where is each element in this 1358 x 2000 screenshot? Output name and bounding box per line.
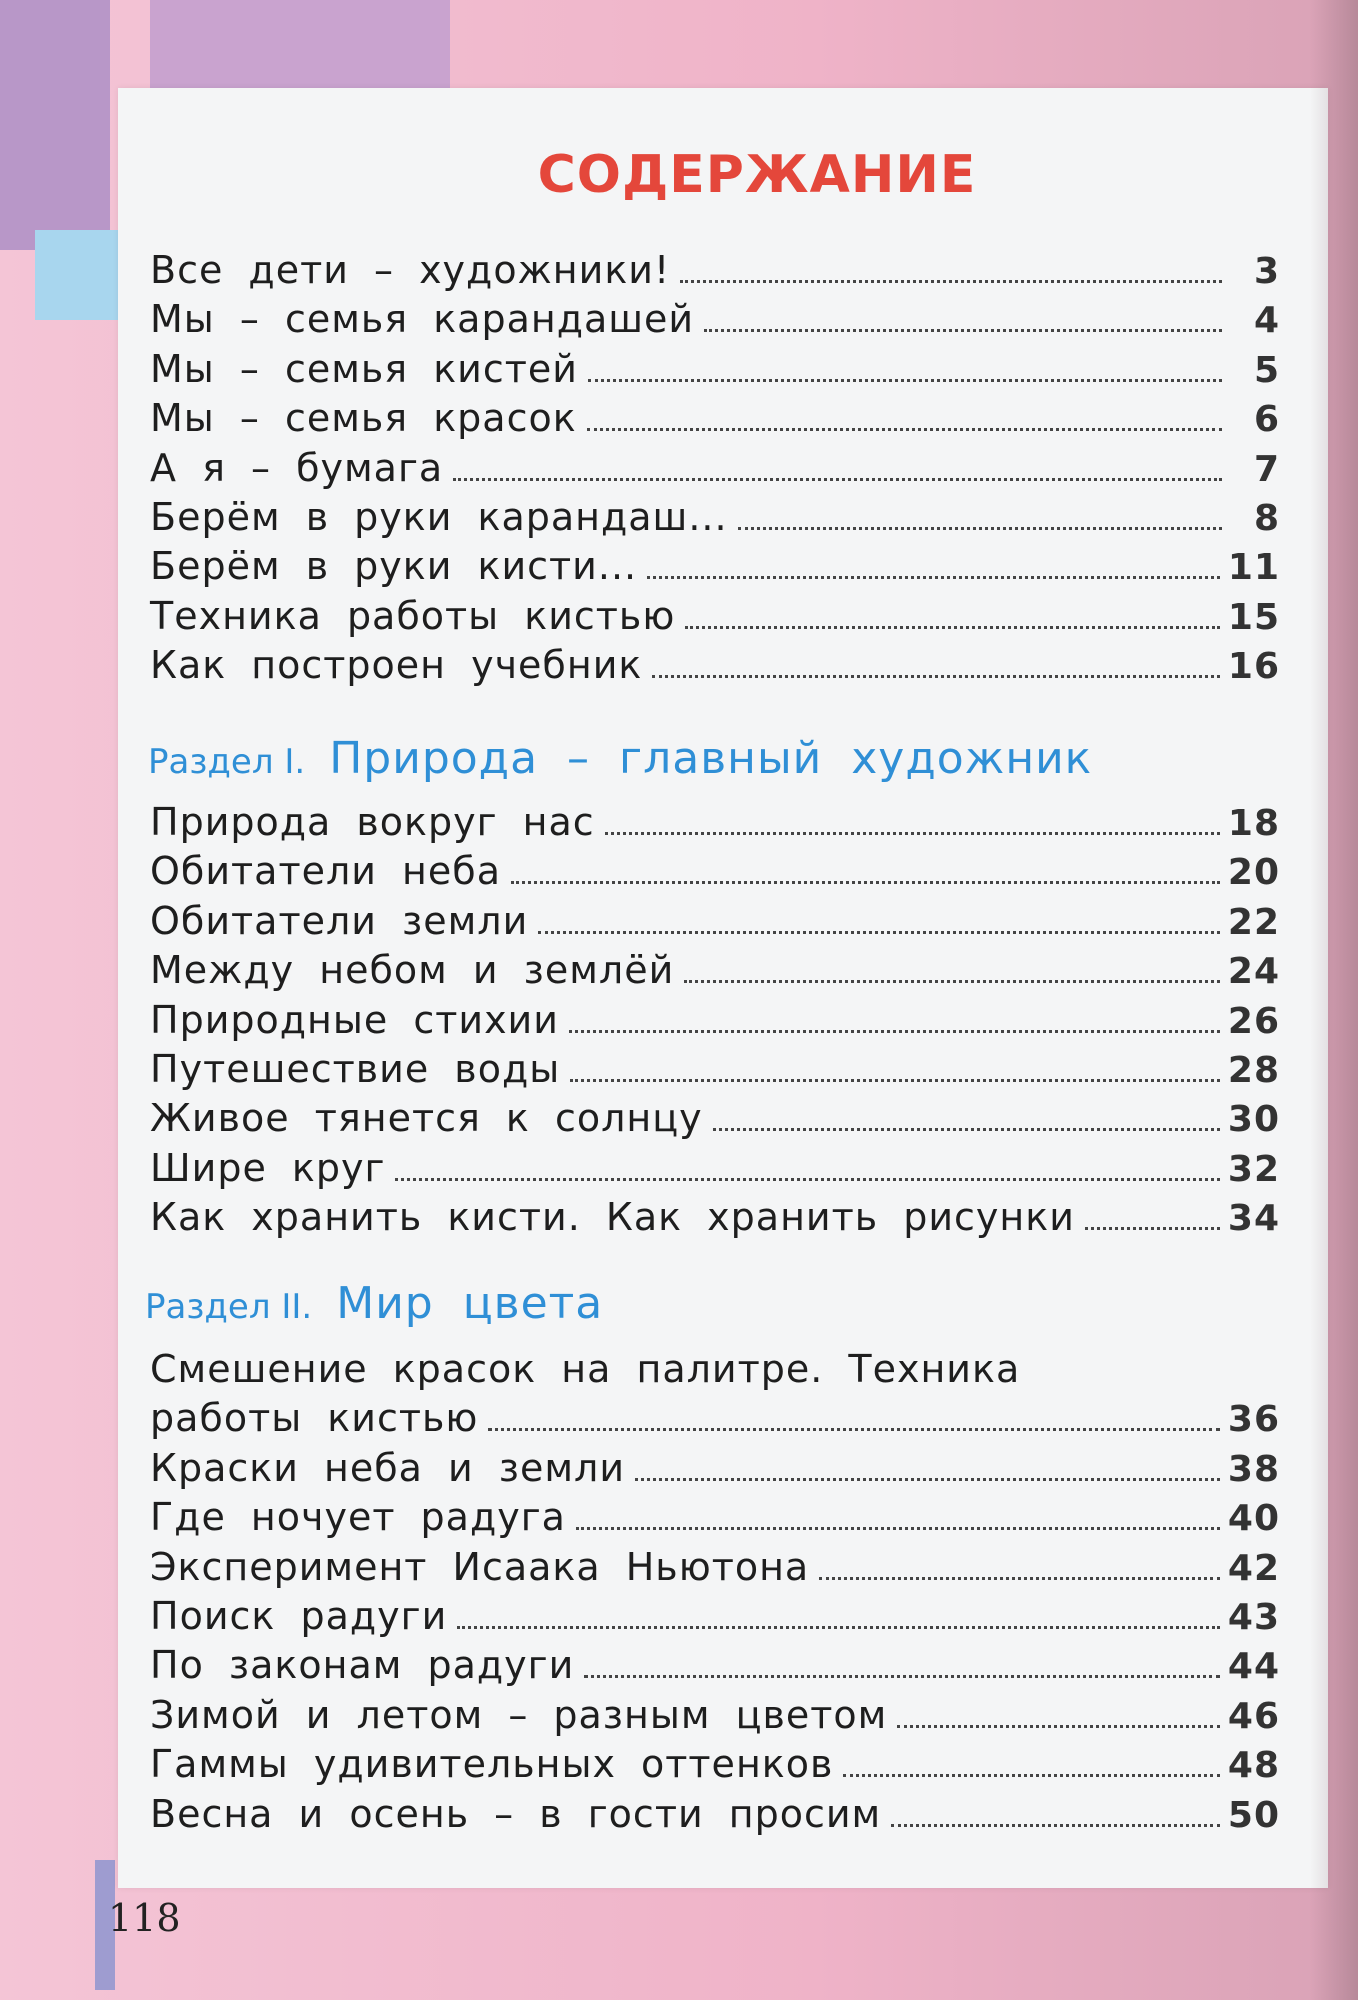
toc-leader-dots bbox=[635, 1478, 1220, 1481]
toc-leader-dots bbox=[684, 980, 1220, 983]
toc-item bbox=[150, 446, 1280, 495]
toc-item-page: 50 bbox=[1227, 1794, 1280, 1836]
page-title: СОДЕРЖАНИЕ bbox=[537, 145, 977, 205]
toc-item bbox=[150, 899, 1280, 948]
section1-toc-list bbox=[150, 800, 1280, 1245]
toc-item-page: 7 bbox=[1253, 448, 1280, 490]
intro-toc-list bbox=[150, 248, 1280, 693]
toc-item bbox=[150, 1195, 1280, 1244]
toc-item-title: Поиск радуги bbox=[150, 1593, 448, 1638]
toc-leader-dots bbox=[605, 832, 1220, 835]
toc-item bbox=[150, 1693, 1280, 1742]
toc-leader-dots bbox=[538, 931, 1220, 934]
toc-item bbox=[150, 248, 1280, 297]
toc-item-page: 43 bbox=[1227, 1596, 1280, 1638]
toc-item bbox=[150, 849, 1280, 898]
toc-leader-dots bbox=[897, 1725, 1220, 1728]
toc-leader-dots bbox=[704, 329, 1222, 332]
toc-leader-dots bbox=[569, 1030, 1220, 1033]
toc-leader-dots bbox=[713, 1128, 1220, 1131]
toc-leader-dots bbox=[1085, 1227, 1220, 1230]
toc-item bbox=[150, 948, 1280, 997]
toc-item bbox=[150, 544, 1280, 593]
toc-item-page: 46 bbox=[1227, 1695, 1280, 1737]
toc-item bbox=[150, 1792, 1280, 1841]
toc-item-title: По законам радуги bbox=[150, 1643, 575, 1688]
toc-item-title: Мы – семья карандашей bbox=[150, 297, 695, 342]
toc-item-page: 42 bbox=[1227, 1547, 1280, 1589]
toc-item-title: Природные стихии bbox=[150, 997, 559, 1042]
toc-leader-dots bbox=[819, 1577, 1220, 1580]
toc-item bbox=[150, 998, 1280, 1047]
toc-item bbox=[150, 396, 1280, 445]
toc-leader-dots bbox=[652, 675, 1220, 678]
toc-item-page: 15 bbox=[1227, 596, 1280, 638]
toc-item-title: Как построен учебник bbox=[150, 643, 643, 688]
toc-item-page: 5 bbox=[1253, 349, 1280, 391]
toc-item bbox=[150, 1643, 1280, 1692]
toc-item-page: 28 bbox=[1227, 1049, 1280, 1091]
section2-toc-block bbox=[150, 1347, 1280, 1841]
toc-item-title: Природа вокруг нас bbox=[150, 800, 595, 844]
section1-title: Природа – главный художник bbox=[329, 733, 1093, 784]
toc-leader-dots bbox=[453, 478, 1222, 481]
toc-item-page: 48 bbox=[1227, 1745, 1280, 1787]
toc-item-title: Техника работы кистью bbox=[150, 593, 676, 638]
toc-item bbox=[150, 1495, 1280, 1544]
toc-item bbox=[150, 1396, 1280, 1445]
toc-item bbox=[150, 1545, 1280, 1594]
toc-item-page: 24 bbox=[1227, 951, 1280, 993]
toc-item bbox=[150, 1146, 1280, 1195]
toc-item bbox=[150, 594, 1280, 643]
toc-item-title: Гаммы удивительных оттенков bbox=[150, 1742, 834, 1787]
toc-leader-dots bbox=[584, 1675, 1220, 1678]
toc-item bbox=[150, 800, 1280, 849]
toc-leader-dots bbox=[395, 1178, 1219, 1181]
toc-leader-dots bbox=[511, 881, 1220, 884]
toc-leader-dots bbox=[588, 379, 1222, 382]
toc-item-page: 38 bbox=[1227, 1448, 1280, 1490]
toc-item-title: Как хранить кисти. Как хранить рисунки bbox=[150, 1195, 1075, 1240]
toc-item-title: Эксперимент Исаака Ньютона bbox=[150, 1544, 810, 1589]
toc-leader-dots bbox=[570, 1079, 1220, 1082]
section2-header bbox=[145, 1278, 603, 1329]
toc-item-title-line1: Смешение красок на палитре. Техника bbox=[150, 1347, 1021, 1391]
toc-item-title: Живое тянется к солнцу bbox=[150, 1096, 703, 1141]
toc-item bbox=[150, 1096, 1280, 1145]
toc-item-page: 40 bbox=[1227, 1498, 1280, 1540]
toc-item-page: 11 bbox=[1227, 547, 1280, 589]
toc-item-page: 4 bbox=[1253, 300, 1280, 342]
toc-item-title: Зимой и летом – разным цветом bbox=[150, 1692, 888, 1737]
toc-item-page: 44 bbox=[1227, 1646, 1280, 1688]
page-number: 118 bbox=[108, 1896, 181, 1940]
toc-leader-dots bbox=[576, 1527, 1220, 1530]
toc-item-page: 8 bbox=[1253, 497, 1280, 539]
section1-label: Раздел I. bbox=[148, 742, 306, 782]
toc-item-page: 18 bbox=[1227, 803, 1280, 844]
toc-item-page: 32 bbox=[1227, 1148, 1280, 1190]
toc-item-title: Где ночует радуга bbox=[150, 1495, 566, 1540]
toc-item-title: Берём в руки карандаш... bbox=[150, 494, 728, 539]
toc-leader-dots bbox=[647, 576, 1220, 579]
decor-lilac-block bbox=[150, 0, 450, 100]
toc-item bbox=[150, 1742, 1280, 1791]
toc-leader-dots bbox=[488, 1428, 1220, 1431]
toc-item-title: Между небом и землёй bbox=[150, 948, 675, 993]
toc-item-title: Все дети – художники! bbox=[150, 248, 671, 292]
toc-leader-dots bbox=[685, 626, 1220, 629]
toc-item-page: 20 bbox=[1227, 852, 1280, 894]
toc-item bbox=[150, 347, 1280, 396]
toc-leader-dots bbox=[738, 527, 1222, 530]
section2-label: Раздел II. bbox=[145, 1287, 313, 1327]
toc-item-title: Мы – семья кистей bbox=[150, 346, 578, 391]
toc-item bbox=[150, 495, 1280, 544]
toc-item bbox=[150, 1047, 1280, 1096]
toc-item-page: 3 bbox=[1253, 251, 1280, 292]
toc-item bbox=[150, 1594, 1280, 1643]
toc-item-page: 22 bbox=[1227, 901, 1280, 943]
decor-purple-block bbox=[0, 0, 110, 250]
toc-item-title: А я – бумага bbox=[150, 445, 444, 490]
toc-leader-dots bbox=[843, 1774, 1220, 1777]
toc-item-title: Путешествие воды bbox=[150, 1046, 561, 1091]
toc-leader-dots bbox=[457, 1626, 1220, 1629]
toc-item bbox=[150, 1446, 1280, 1495]
book-gutter-shade bbox=[1310, 0, 1358, 2000]
toc-leader-dots bbox=[891, 1824, 1220, 1827]
section2-title: Мир цвета bbox=[336, 1278, 604, 1329]
toc-item-page: 36 bbox=[1227, 1399, 1280, 1441]
toc-item-page: 34 bbox=[1227, 1198, 1280, 1240]
toc-item-page: 16 bbox=[1227, 646, 1280, 688]
toc-leader-dots bbox=[680, 280, 1222, 283]
toc-item bbox=[150, 643, 1280, 692]
toc-leader-dots bbox=[587, 428, 1222, 431]
toc-item bbox=[150, 297, 1280, 346]
toc-item-page: 26 bbox=[1227, 1000, 1280, 1042]
section2-toc-list bbox=[150, 1396, 1280, 1841]
toc-item-title: Краски неба и земли bbox=[150, 1445, 626, 1490]
toc-item-title: Шире круг bbox=[150, 1145, 386, 1190]
toc-item-title: работы кистью bbox=[150, 1396, 479, 1441]
toc-item-title: Обитатели неба bbox=[150, 849, 501, 894]
section1-header bbox=[148, 733, 1092, 784]
toc-item-title: Берём в руки кисти... bbox=[150, 544, 638, 589]
toc-item-title: Весна и осень – в гости просим bbox=[150, 1791, 882, 1836]
toc-item-page: 6 bbox=[1253, 399, 1280, 441]
toc-item-title: Мы – семья красок bbox=[150, 396, 577, 441]
toc-item-title: Обитатели земли bbox=[150, 898, 529, 943]
toc-item-page: 30 bbox=[1227, 1099, 1280, 1141]
